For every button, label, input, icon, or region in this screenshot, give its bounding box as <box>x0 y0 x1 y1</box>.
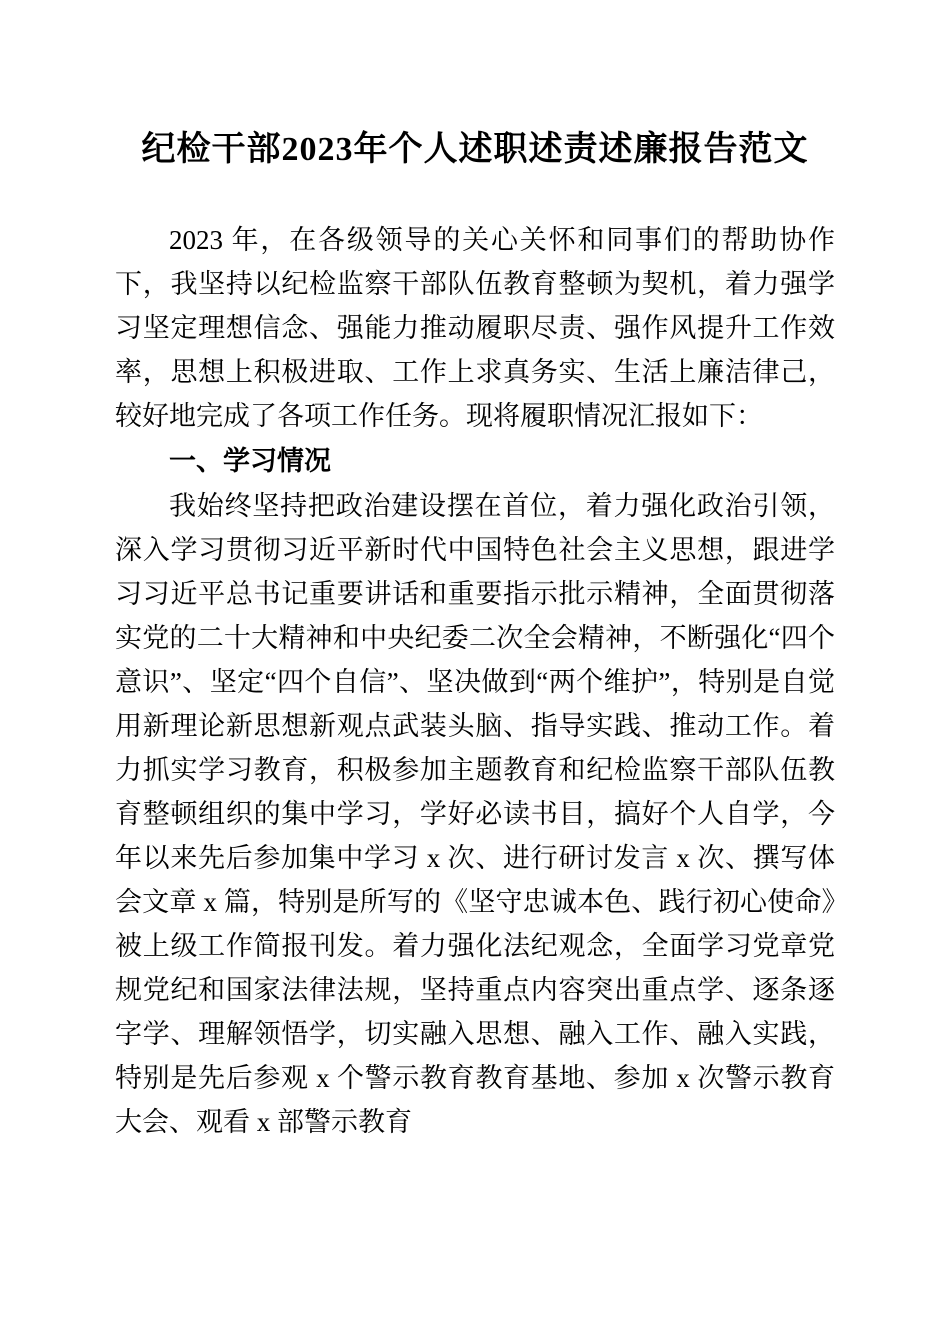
document-title: 纪检干部2023年个人述职述责述廉报告范文 <box>141 131 809 168</box>
section-heading-study: 一、学习情况 <box>169 446 331 477</box>
paragraph-intro: 2023 年，在各级领导的关心关怀和同事们的帮助协作下，我坚持以纪检监察干部队伍教育整顿为契机，着力强学习坚定理想信念、强能力推动履职尽责、强作风提升工作效率，思想上积极进取、工作上求真务实、生活上廉洁律己，较好地完成了各项工作任务。现将履职情况汇报如下： <box>115 225 835 432</box>
paragraph-study-details: 我始终坚持把政治建设摆在首位，着力强化政治引领，深入学习贯彻习近平新时代中国特色社会主义思想，跟进学习习近平总书记重要讲话和重要指示批示精神，全面贯彻落实党的二十大精神和中央纪委二次全会精神，不断强化“四个意识”、坚定“四个自信”、坚决做到“两个维护”，特别是自觉用新理论新思想新观点武装头脑、指导实践、推动工作。着力抓实学习教育，积极参加主题教育和纪检监察干部队伍教育整顿组织的集中学习，学好必读书目，搞好个人自学，今年以来先后参加集中学习 x 次、进行研讨发言 x 次、撰写体会文章 x 篇，特别是所写的《坚守忠诚本色、践行初心使命》被上级工作简报刊发。着力强化法纪观念，全面学习党章党规党纪和国家法律法规，坚持重点内容突出重点学、逐条逐字学、理解领悟学，切实融入思想、融入工作、融入实践，特别是先后参观 x 个警示教育教育基地、参加 x 次警示教育大会、观看 x 部警示教育 <box>115 491 835 1138</box>
